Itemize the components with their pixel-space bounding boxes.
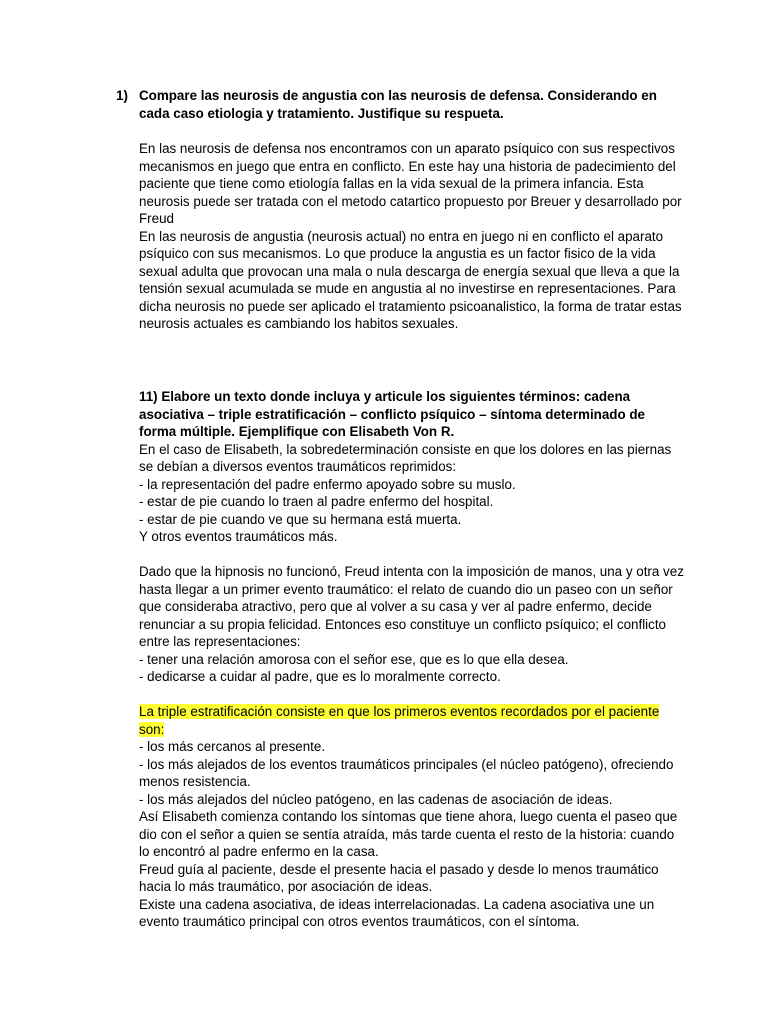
question-2-section <box>139 388 684 931</box>
conflict-list-item: - tener una relación amorosa con el señor ese, que es lo que ella desea. <box>139 651 569 667</box>
trauma-list-item: - estar de pie cuando lo traen al padre enfermo del hospital. <box>139 494 494 509</box>
triple-stratification-highlight <box>139 703 684 738</box>
answer-1-paragraph-angustia: En las neurosis de angustia (neurosis actual) no entra en juego ni en conflicto el aparato psíquico con sus mecanismos. Lo que produce la angustia es un factor fisico de la vida sexual adulta que provocan una mala o nula descarga de energía sexual que lleva a que la tensión sexual acumulada se mude en angustia al no investirse en representaciones. Para dicha neurosis no puede ser aplicado el tratamiento psicoanalistico, la forma de tratar estas neurosis actuales es cambiando los habitos sexuales. <box>139 228 682 331</box>
question-2-intro: En el caso de Elisabeth, la sobredeterminación consiste en que los dolores en las piernas se debían a diversos eventos traumáticos reprimidos: <box>139 441 672 474</box>
question-1-heading <box>116 87 676 122</box>
question-1-answer <box>139 140 684 333</box>
question-2-title: 11) Elabore un texto donde incluya y articule los siguientes términos: cadena asociativa – triple estratificación – conflicto psíquico – síntoma determinado de forma múltiple. Ejemplifique con Elisabeth Von R. <box>139 389 646 439</box>
closing-paragraph: Así Elisabeth comienza contando los síntomas que tiene ahora, luego cuenta el paseo que dio con el señor a quien se sentía atraída, más tarde cuenta el resto de la historia: cuando lo encontró al padre enfermo en la casa. <box>139 809 678 859</box>
conflict-paragraph: Dado que la hipnosis no funcionó, Freud intenta con la imposición de manos, una y otra vez hasta llegar a un primer evento traumático: el relato de cuando dio un paseo con un señor que consideraba atractivo, pero que al volver a su casa y ver al padre enfermo, decide renunciar a su propia felicidad. Entonces eso constituye un conflicto psíquico; el conflicto entre las representaciones: <box>139 564 684 649</box>
question-1-number: 1) <box>116 88 128 103</box>
answer-1-paragraph-defensa: En las neurosis de defensa nos encontramos con un aparato psíquico con sus respectivos mecanismos en juego que entra en conflicto. En este hay una historia de padecimiento del paciente que tiene como etiología fallas en la vida sexual de la primera infancia. Esta neurosis puede ser tratada con el metodo catartico propuesto por Breuer y desarrollado por Freud <box>139 141 682 226</box>
trauma-list-item: - estar de pie cuando ve que su hermana está muerta. <box>139 511 462 527</box>
conflict-list-item: - dedicarse a cuidar al padre, que es lo moralmente correcto. <box>139 669 501 684</box>
closing-paragraph: Freud guía al paciente, desde el presente hacia el pasado y desde lo menos traumático hacia lo más traumático, por asociación de ideas. <box>139 861 659 894</box>
triple-list-item: - los más alejados de los eventos traumáticos principales (el núcleo patógeno), ofreciendo menos resistencia. <box>139 756 674 789</box>
closing-paragraph: Existe una cadena asociativa, de ideas interrelacionadas. La cadena asociativa une un evento traumático principal con otros eventos traumáticos, con el síntoma. <box>139 896 655 929</box>
trauma-list-item: - la representación del padre enfermo apoyado sobre su muslo. <box>139 476 516 492</box>
question-1-title: Compare las neurosis de angustia con las neurosis de defensa. Considerando en cada caso etiologia y tratamiento. Justifique su respueta. <box>139 88 657 121</box>
triple-list-item: - los más alejados del núcleo patógeno, en las cadenas de asociación de ideas. <box>139 791 613 807</box>
triple-list-item: - los más cercanos al presente. <box>139 739 326 754</box>
highlighted-text: La triple estratificación consiste en que los primeros eventos recordados por el paciente son: <box>139 704 660 737</box>
trauma-more: Y otros eventos traumáticos más. <box>139 529 338 544</box>
